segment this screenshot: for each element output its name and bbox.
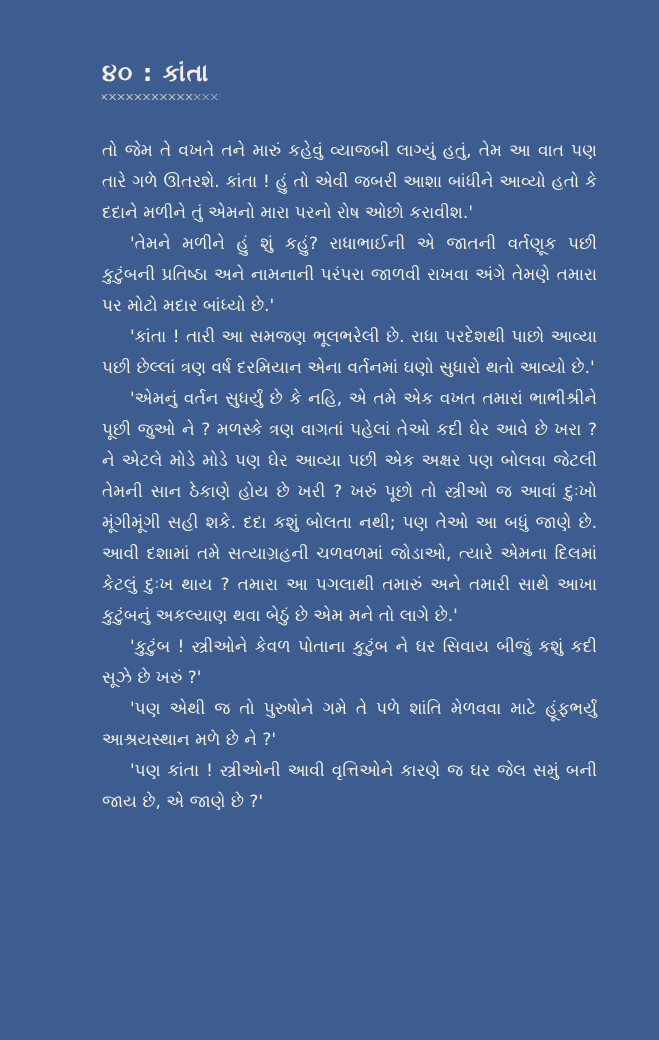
paragraph-7: 'પણ કાંતા ! સ્ત્રીઓની આવી વૃત્તિઓને કારણે જ ઘર જેલ સમું બની જાય છે, એ જાણે છે ?' xyxy=(102,761,597,812)
running-title: કાંતા xyxy=(162,59,210,87)
paragraph-6: 'પણ એથી જ તો પુરુષોને ગમે તે પળે શાંતિ મેળવવા માટે હૂંફભર્યું આશ્રયસ્થાન મળે છે ને ?' xyxy=(102,699,597,750)
paragraph-1: તો જેમ તે વખતે તને મારું કહેવું વ્યાજબી લાગ્યું હતું, તેમ આ વાત પણ તારે ગળે ઊતરશે. કાંતા ! હું તો એવી જબરી આશા બાંધીને આવ્યો હતો કે દદાને મળીને તું એમનો મારા પરનો રોષ ઓછો કરાવીશ.' xyxy=(102,141,597,223)
paragraph-5: 'કુટુંબ ! સ્ત્રીઓને કેવળ પોતાના કુટુંબ ને ઘર સિવાય બીજું કશું કદી સૂઝે છે ખરું ?' xyxy=(102,637,597,688)
paragraph-3: 'કાંતા ! તારી આ સમજણ ભૂલભરેલી છે. રાધા પરદેશથી પાછો આવ્યા પછી છેલ્લાં ત્રણ વર્ષ દરમિયાન એના વર્તનમાં ઘણો સુધારો થતો આવ્યો છે.' xyxy=(102,327,597,378)
running-head xyxy=(102,58,597,88)
header-separator: : xyxy=(142,59,154,87)
decorative-rule xyxy=(102,94,220,100)
page-body xyxy=(102,136,597,818)
paragraph-2: 'તેમને મળીને હું શું કહું? રાધાભાઈની એ જાતની વર્તણૂક પછી કુટુંબની પ્રતિષ્ઠા અને નામનાની પરંપરા જાળવી રાખવા અંગે તેમણે તમારા પર મોટો મદાર બાંધ્યો છે.' xyxy=(102,234,597,316)
page-header xyxy=(102,58,597,108)
page-number: ૪૦ xyxy=(102,59,134,87)
paragraph-4: 'એમનું વર્તન સુધર્યું છે કે નહિ, એ તમે એક વખત તમારાં ભાભીશ્રીને પૂછી જુઓ ને ? મળસ્કે ત્રણ વાગતાં પહેલાં તેઓ કદી ઘેર આવે છે ખરા ? ને એટલે મોડે મોડે પણ ઘેર આવ્યા પછી એક અક્ષર પણ બોલવા જેટલી તેમની સાન ઠેકાણે હોય છે ખરી ? ખરું પૂછો તો સ્ત્રીઓ જ આવાં દુઃખો મૂંગીમૂંગી સહી શકે. દદા કશું બોલતા નથી; પણ તેઓ આ બધું જાણે છે. આવી દશામાં તમે સત્યાગ્રહની ચળવળમાં જોડાઓ, ત્યારે એમના દિલમાં કેટલું દુઃખ થાય ? તમારા આ પગલાથી તમારું અને તમારી સાથે આખા કુટુંબનું અકલ્યાણ થવા બેઠું છે એમ મને તો લાગે છે.' xyxy=(102,389,597,626)
